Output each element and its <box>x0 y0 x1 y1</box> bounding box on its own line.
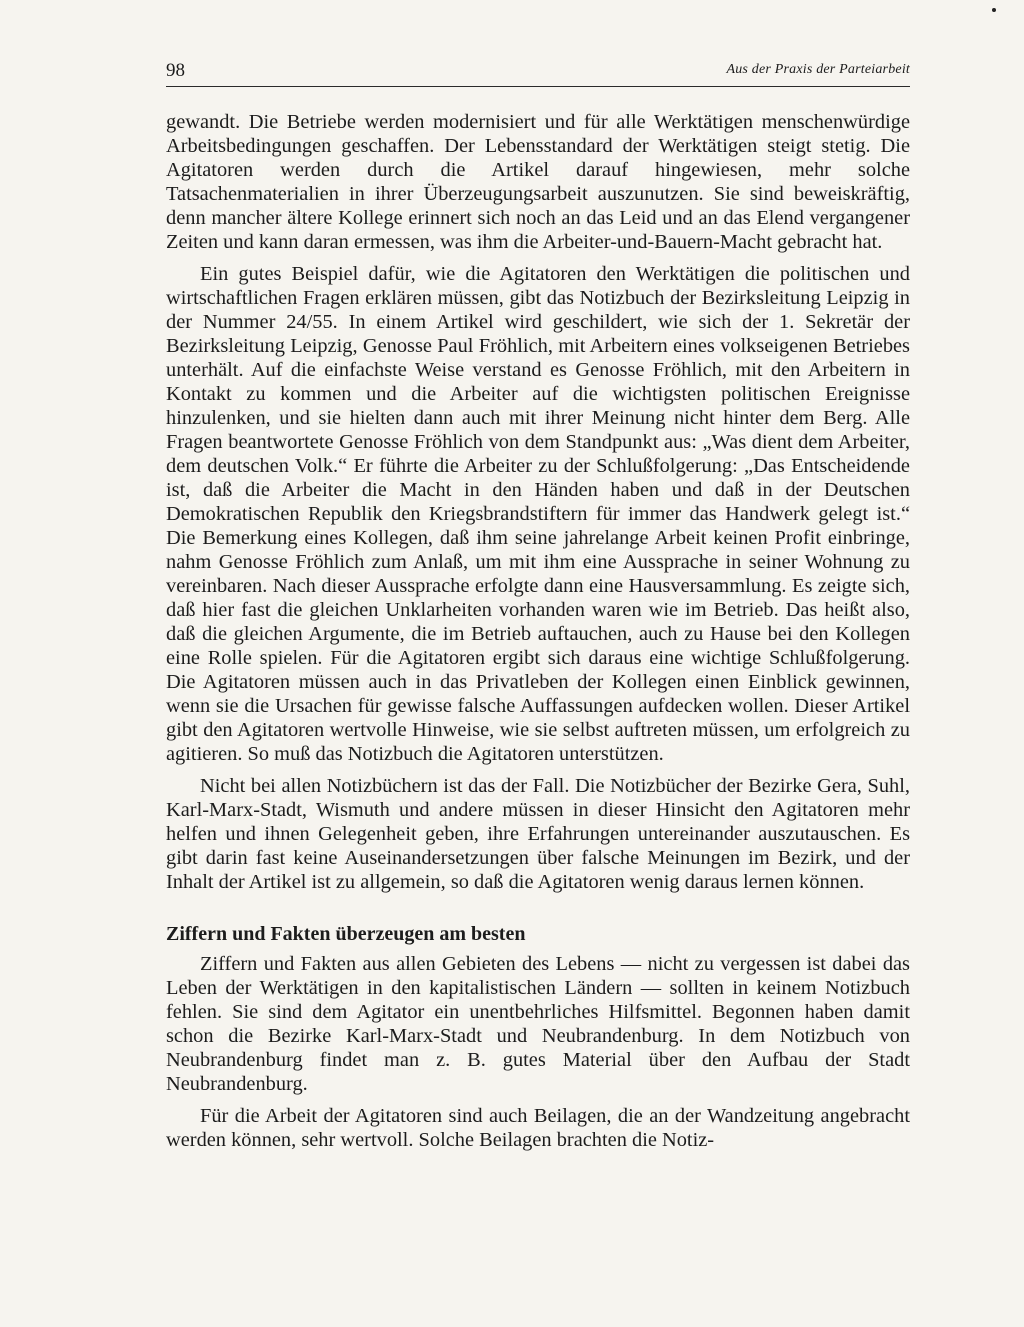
paragraph-leipzig-example: Ein gutes Beispiel dafür, wie die Agitatoren den Werktätigen die politischen und wirtschaftlichen Fragen erklären müssen, gibt das Notizbuch der Bezirksleitung Leipzig in der Nummer 24/55. In einem Artikel wird geschildert, wie sich der 1. Sekretär der Bezirksleitung Leipzig, Genosse Paul Fröhlich, mit Arbeitern eines volkseigenen Betriebes unterhält. Auf die einfachste Weise verstand es Genosse Fröhlich, mit den Arbeitern in Kontakt zu kommen und die Arbeiter auf die wichtigsten politischen Ereignisse hinzulenken, und sie hielten dann auch mit ihrer Meinung nicht hinter dem Berg. Alle Fragen beantwortete Genosse Fröhlich von dem Standpunkt aus: „Was dient dem Arbeiter, dem deutschen Volk.“ Er führte die Arbeiter zu der Schlußfolgerung: „Das Entscheidende ist, daß die Arbeiter die Macht in den Händen haben und daß in der Deutschen Demokratischen Republik den Kriegsbrandstiftern für immer das Handwerk gelegt ist.“ Die Bemerkung eines Kollegen, daß ihm seine jahrelange Arbeit keinen Profit einbringe, nahm Genosse Fröhlich zum Anlaß, um mit ihm eine Aussprache in seiner Wohnung zu vereinbaren. Nach dieser Aussprache erfolgte dann eine Hausversammlung. Es zeigte sich, daß hier fast die gleichen Unklarheiten vorhanden waren wie im Betrieb. Das heißt also, daß die gleichen Argumente, die im Betrieb auftauchen, auch zu Hause bei den Kollegen eine Rolle spielen. Für die Agitatoren ergibt sich daraus eine wichtige Schlußfolgerung. Die Agitatoren müssen auch in das Privatleben der Kollegen einen Einblick gewinnen, wenn sie die Ursachen für gewisse falsche Auffassungen aufdecken wollen. Dieser Artikel gibt den Agitatoren wertvolle Hinweise, wie sie selbst auftreten müssen, um erfolgreich zu agitieren. So muß das Notizbuch die Agitatoren unterstützen. <box>166 263 910 765</box>
running-title: Aus der Praxis der Parteiarbeit <box>726 62 910 77</box>
body-text <box>166 110 910 1160</box>
section-heading: Ziffern und Fakten überzeugen am besten <box>166 923 526 945</box>
corner-ink-mark <box>992 8 996 12</box>
page-number: 98 <box>166 60 185 81</box>
paragraph-supplements: Für die Arbeit der Agitatoren sind auch Beilagen, die an der Wandzeitung angebracht werden können, sehr wertvoll. Solche Beilagen brachten die Notiz- <box>166 1105 910 1151</box>
paragraph-figures-facts: Ziffern und Fakten aus allen Gebieten des Lebens — nicht zu vergessen ist dabei das Leben der Werktätigen in den kapitalistischen Ländern — sollten in keinem Notizbuch fehlen. Sie sind dem Agitator ein unentbehrliches Hilfsmittel. Begonnen haben damit schon die Bezirke Karl-Marx-Stadt und Neubrandenburg. In dem Notizbuch von Neubrandenburg findet man z. B. gutes Material über den Aufbau der Stadt Neubrandenburg. <box>166 953 910 1095</box>
paragraph-other-notebooks: Nicht bei allen Notizbüchern ist das der Fall. Die Notizbücher der Bezirke Gera, Suhl, Karl-Marx-Stadt, Wismuth und andere müssen in dieser Hinsicht den Agitatoren mehr helfen und ihnen Gelegenheit geben, ihre Erfahrungen untereinander auszutauschen. Es gibt darin fast keine Auseinandersetzungen über falsche Meinungen im Bezirk, und der Inhalt der Artikel ist zu allgemein, so daß die Agitatoren wenig daraus lernen können. <box>166 775 910 893</box>
paragraph-continuation: gewandt. Die Betriebe werden modernisiert und für alle Werktätigen menschenwürdige Arbeitsbedingungen geschaffen. Der Lebensstandard der Werktätigen steigt stetig. Die Agitatoren werden durch die Artikel darauf hingewiesen, mehr solche Tatsachenmaterialien in ihrer Überzeugungsarbeit auszunutzen. Sie sind beweiskräftig, denn mancher ältere Kollege erinnert sich noch an das Leid und an das Elend vergangener Zeiten und kann daran ermessen, was ihm die Arbeiter-und-Bauern-Macht gebracht hat. <box>166 111 910 253</box>
page-header <box>166 58 910 87</box>
